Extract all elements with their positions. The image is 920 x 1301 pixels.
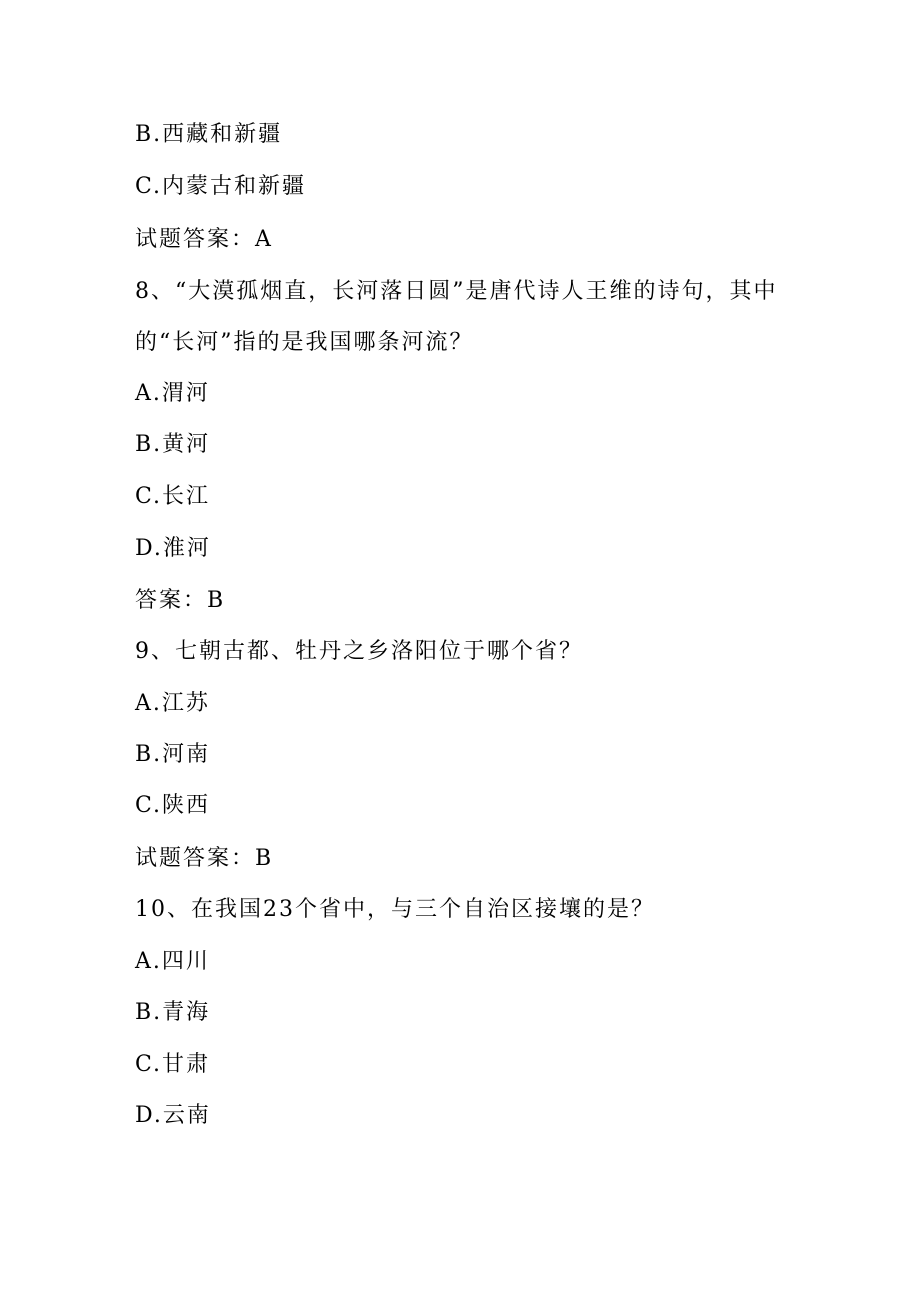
question-8-line-2: 的“长河”指的是我国哪条河流？ xyxy=(135,330,474,355)
option-b-q9: B.河南 xyxy=(135,742,211,767)
option-c-q9: C.陕西 xyxy=(135,793,211,818)
option-b-q8: B.黄河 xyxy=(135,432,211,457)
answer-q8: 答案：B xyxy=(135,588,226,613)
option-d-q10: D.云南 xyxy=(135,1103,211,1128)
question-9: 9、七朝古都、牡丹之乡洛阳位于哪个省？ xyxy=(135,639,583,664)
option-a-q9: A.江苏 xyxy=(135,691,210,716)
option-a-q10: A.四川 xyxy=(135,949,210,974)
answer-q7: 试题答案：A xyxy=(135,227,273,252)
option-d-q8: D.淮河 xyxy=(135,536,211,561)
option-a-q8: A.渭河 xyxy=(135,381,210,406)
option-b-q7: B.西藏和新疆 xyxy=(135,122,283,147)
option-c-q8: C.长江 xyxy=(135,484,211,509)
option-c-q7: C.内蒙古和新疆 xyxy=(135,174,307,199)
question-10: 10、在我国23个省中，与三个自治区接壤的是？ xyxy=(135,897,655,922)
option-b-q10: B.青海 xyxy=(135,1000,211,1025)
question-8-line-1: 8、“大漠孤烟直，长河落日圆”是唐代诗人王维的诗句，其中 xyxy=(135,279,778,304)
option-c-q10: C.甘肃 xyxy=(135,1052,211,1077)
answer-q9: 试题答案：B xyxy=(135,846,274,871)
